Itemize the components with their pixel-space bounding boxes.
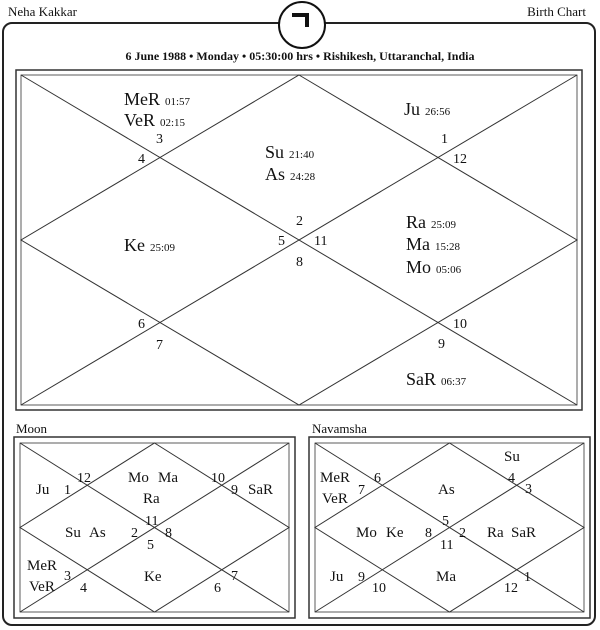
moon-sign-number: 6 bbox=[214, 581, 221, 596]
birth-sign-number: 5 bbox=[278, 234, 285, 249]
birth-planet: Ke 25:09 bbox=[124, 235, 176, 255]
moon-planet: VeR bbox=[29, 579, 55, 595]
navamsha-sign-number: 12 bbox=[504, 581, 518, 596]
logo-mark-icon bbox=[292, 13, 309, 27]
birth-planet: Ma 15:28 bbox=[406, 234, 461, 254]
birth-sign-number: 7 bbox=[156, 338, 163, 353]
navamsha-planet: VeR bbox=[322, 491, 348, 507]
navamsha-sign-number: 4 bbox=[508, 471, 515, 486]
navamsha-sign-number: 5 bbox=[442, 514, 449, 529]
navamsha-sign-number: 11 bbox=[440, 538, 454, 553]
navamsha-sign-number: 6 bbox=[374, 471, 381, 486]
navamsha-planet: Mo bbox=[356, 525, 377, 541]
birth-planet: Su 21:40 bbox=[265, 142, 315, 162]
navamsha-chart-grid bbox=[309, 437, 590, 618]
navamsha-chart-title: Navamsha bbox=[312, 421, 367, 436]
moon-sign-number: 8 bbox=[165, 526, 172, 541]
navamsha-sign-number: 8 bbox=[425, 526, 432, 541]
navamsha-planet: SaR bbox=[511, 525, 537, 541]
birth-chart-grid bbox=[16, 70, 582, 410]
birth-sign-number: 9 bbox=[438, 337, 445, 352]
moon-sign-number: 1 bbox=[64, 483, 71, 498]
birth-sign-number: 10 bbox=[453, 317, 467, 332]
birth-sign-number: 12 bbox=[453, 152, 467, 167]
brand-logo bbox=[278, 1, 326, 49]
moon-planet: Ra bbox=[143, 491, 160, 507]
birth-planet: MeR 01:57 bbox=[124, 89, 191, 109]
moon-sign-number: 10 bbox=[211, 471, 225, 486]
birth-sign-number: 3 bbox=[156, 132, 163, 147]
moon-sign-number: 3 bbox=[64, 569, 71, 584]
birth-sign-number: 2 bbox=[296, 214, 303, 229]
moon-sign-number: 4 bbox=[80, 581, 87, 596]
birth-planet: VeR 02:15 bbox=[124, 110, 186, 130]
navamsha-planet: Ju bbox=[330, 569, 344, 585]
birth-sign-number: 11 bbox=[314, 234, 328, 249]
moon-planet: Su bbox=[65, 525, 81, 541]
moon-planet: Ke bbox=[144, 569, 162, 585]
birth-planet: Mo 05:06 bbox=[406, 257, 462, 277]
birth-sign-number: 1 bbox=[441, 132, 448, 147]
birth-sign-number: 8 bbox=[296, 255, 303, 270]
moon-planet: Ju bbox=[36, 482, 50, 498]
birth-planet: As 24:28 bbox=[265, 164, 316, 184]
birth-sign-number: 4 bbox=[138, 152, 145, 167]
moon-planet: Ma bbox=[158, 470, 178, 486]
navamsha-sign-number: 9 bbox=[358, 570, 365, 585]
birth-details: 6 June 1988 • Monday • 05:30:00 hrs • Rishikesh, Uttaranchal, India bbox=[125, 49, 475, 63]
moon-sign-number: 11 bbox=[145, 514, 159, 529]
moon-planet: SaR bbox=[248, 482, 274, 498]
moon-sign-number: 7 bbox=[231, 569, 238, 584]
moon-chart-title: Moon bbox=[16, 421, 48, 436]
navamsha-sign-number: 3 bbox=[525, 482, 532, 497]
navamsha-sign-number: 1 bbox=[524, 570, 531, 585]
navamsha-planet: Ra bbox=[487, 525, 504, 541]
moon-planet: MeR bbox=[27, 558, 57, 574]
navamsha-sign-number: 2 bbox=[459, 526, 466, 541]
birth-planet: Ju 26:56 bbox=[404, 99, 451, 119]
navamsha-planet: Su bbox=[504, 449, 520, 465]
navamsha-sign-number: 10 bbox=[372, 581, 386, 596]
moon-sign-number: 5 bbox=[147, 538, 154, 553]
birth-planet: SaR 06:37 bbox=[406, 369, 467, 389]
navamsha-planet: As bbox=[438, 482, 455, 498]
moon-sign-number: 2 bbox=[131, 526, 138, 541]
moon-sign-number: 9 bbox=[231, 483, 238, 498]
navamsha-planet: Ke bbox=[386, 525, 404, 541]
navamsha-sign-number: 7 bbox=[358, 483, 365, 498]
birth-sign-number: 6 bbox=[138, 317, 145, 332]
moon-sign-number: 12 bbox=[77, 471, 91, 486]
person-name: Neha Kakkar bbox=[8, 4, 77, 19]
navamsha-planet: MeR bbox=[320, 470, 350, 486]
navamsha-planet: Ma bbox=[436, 569, 456, 585]
chart-title: Birth Chart bbox=[527, 4, 586, 19]
birth-planet: Ra 25:09 bbox=[406, 212, 457, 232]
moon-planet: Mo bbox=[128, 470, 149, 486]
moon-planet: As bbox=[89, 525, 106, 541]
